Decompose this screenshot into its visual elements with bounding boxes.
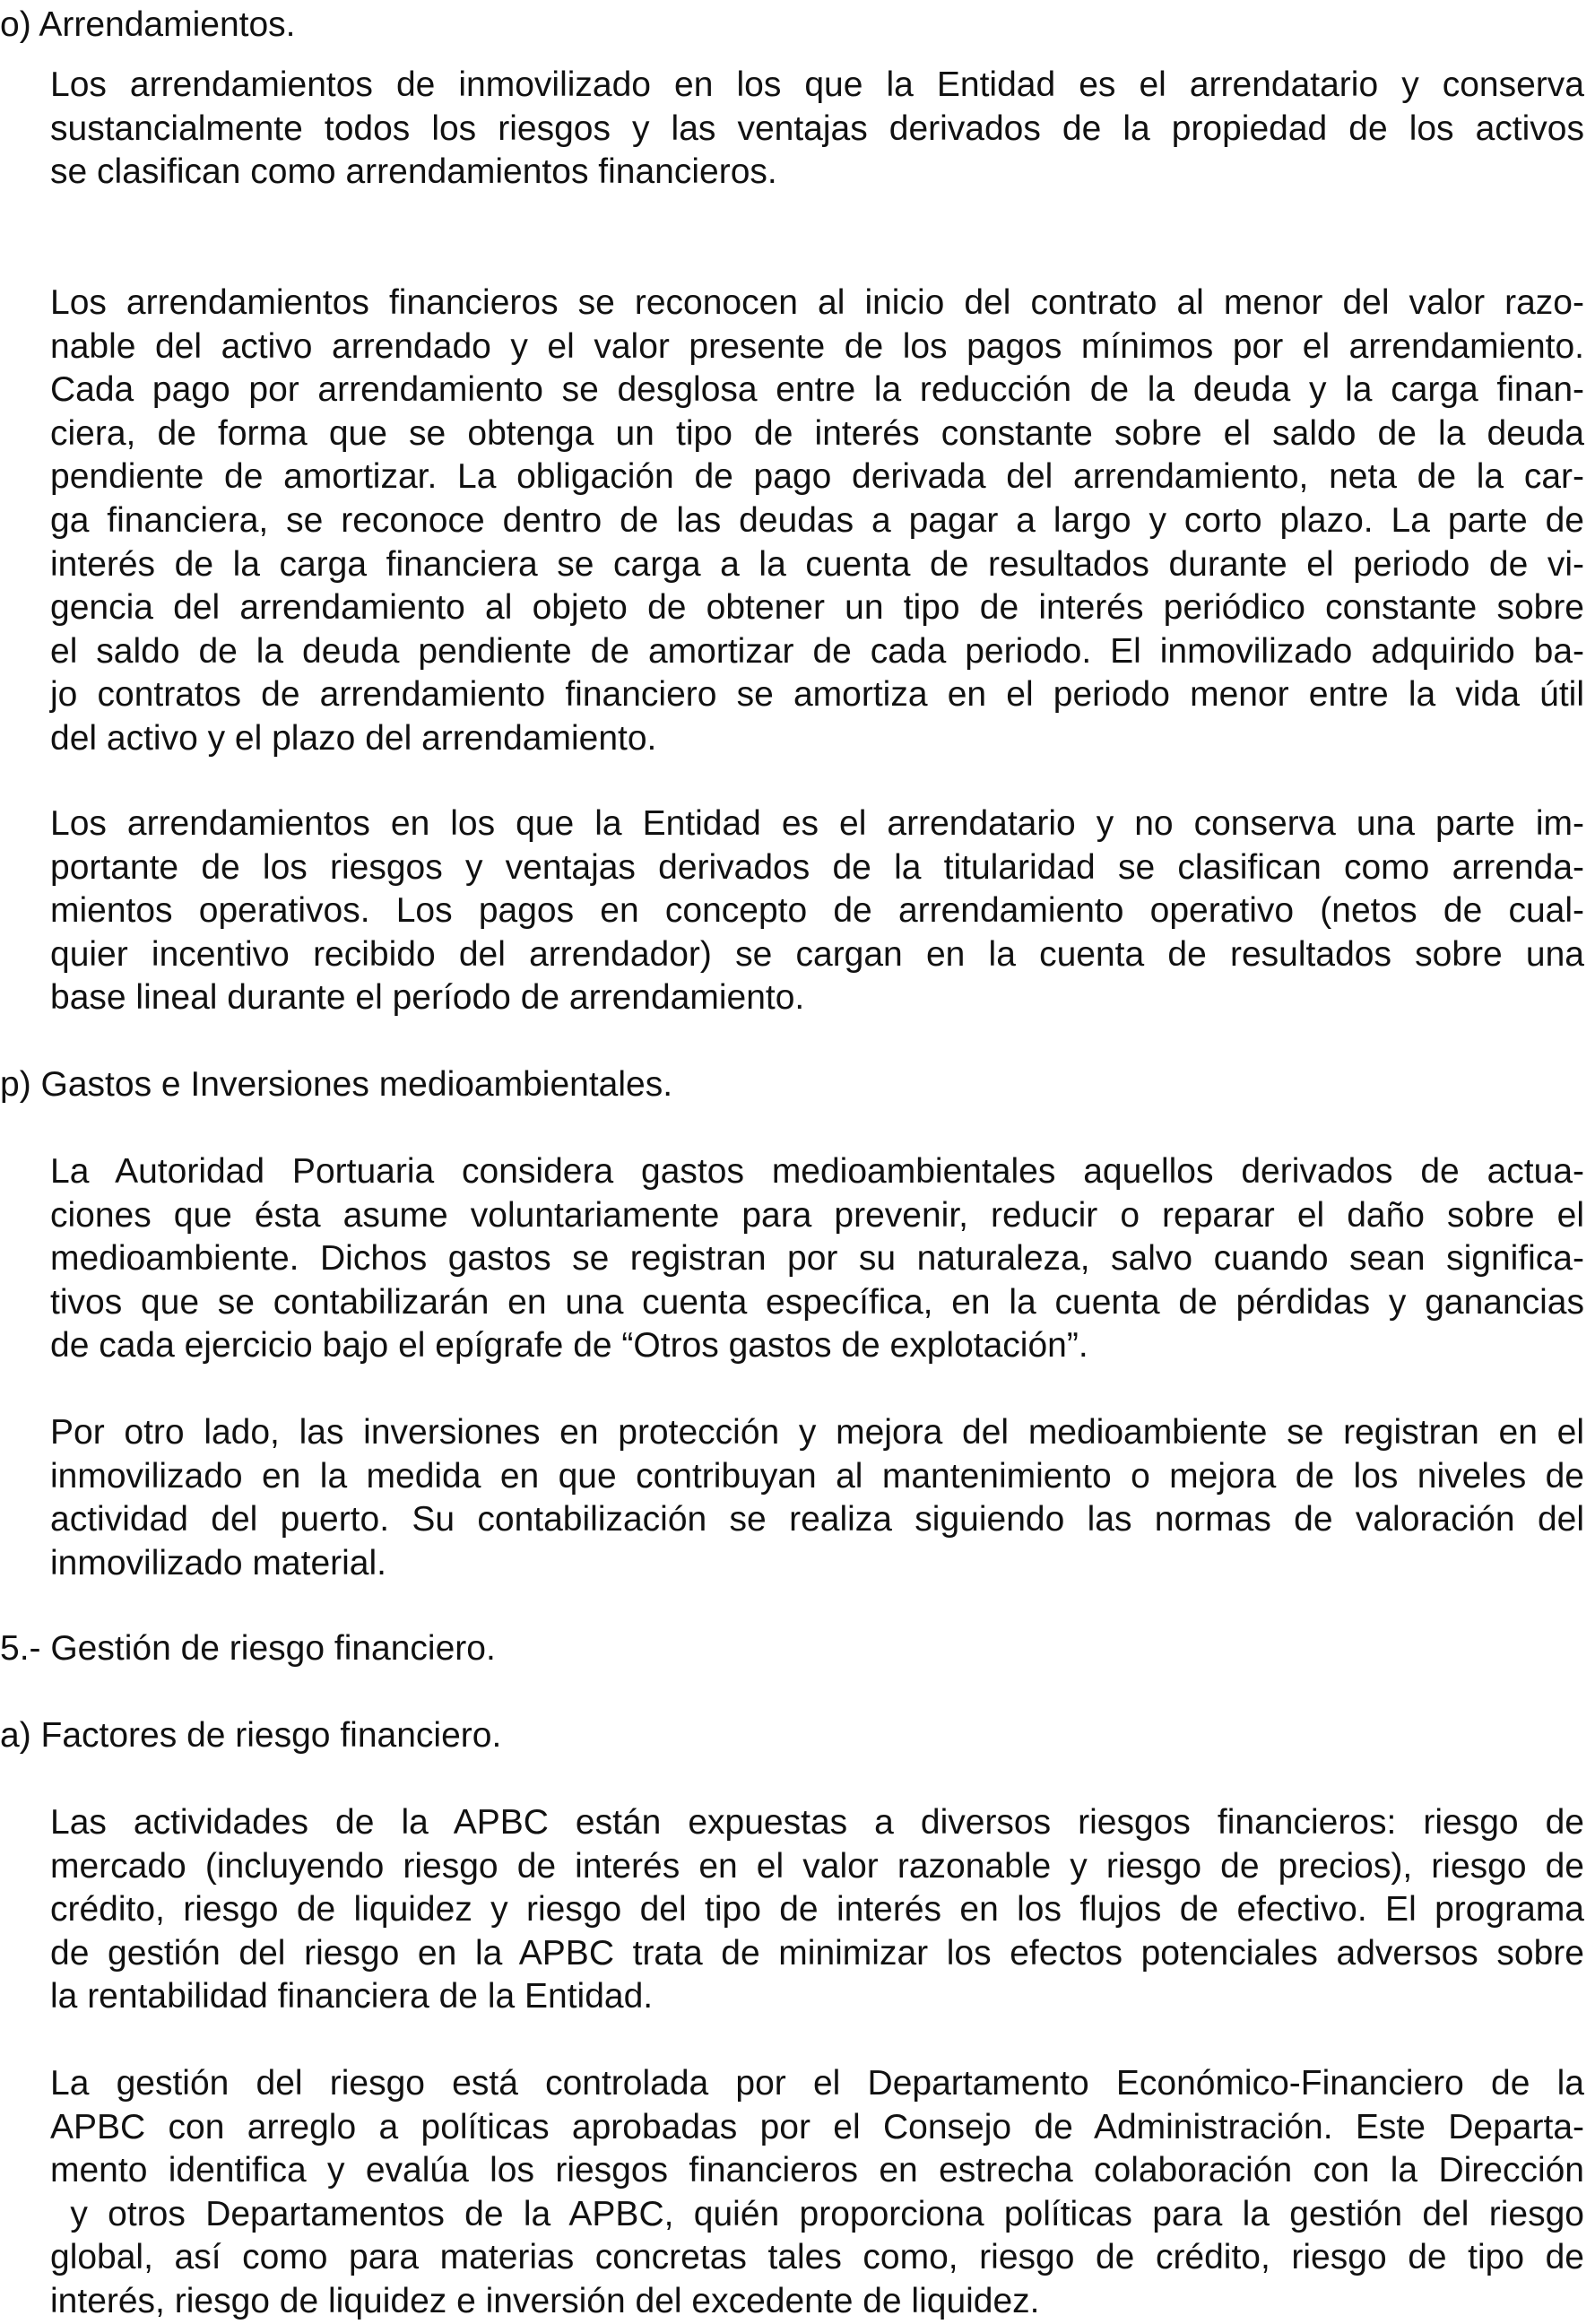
text-line: base lineal durante el período de arrendamiento. (50, 978, 805, 1018)
text-line: pendiente de amortizar. La obligación de pago derivada del arrendamiento, neta de la car- (50, 457, 1584, 497)
text-line: global, así como para materias concretas tales como, riesgo de crédito, riesgo de tipo de (50, 2238, 1584, 2277)
text-line: la rentabilidad financiera de la Entidad. (50, 1977, 654, 2016)
text-line: Los arrendamientos de inmovilizado en los que la Entidad es el arrendatario y conserva (50, 65, 1584, 104)
text-line: gencia del arrendamiento al objeto de obtener un tipo de interés periódico constante sobre (50, 588, 1584, 628)
text-line: interés, riesgo de liquidez e inversión del excedente de liquidez. (50, 2281, 1040, 2320)
text-line: de cada ejercicio bajo el epígrafe de “Otros gastos de explotación”. (50, 1326, 1088, 1366)
text-line: Los arrendamientos financieros se reconocen al inicio del contrato al menor del valor razo- (50, 283, 1584, 322)
text-line: de gestión del riesgo en la APBC trata de minimizar los efectos potenciales adversos sobre (50, 1933, 1584, 1973)
section-heading-5: 5.- Gestión de riesgo financiero. (0, 1629, 496, 1668)
text-line: La gestión del riesgo está controlada por el Departamento Económico-Financiero de la (50, 2064, 1584, 2103)
text-line: quier incentivo recibido del arrendador) se cargan en la cuenta de resultados sobre una (50, 934, 1584, 974)
paragraph-a-2 (50, 2062, 1584, 2324)
text-line: ciera, de forma que se obtenga un tipo de interés constante sobre el saldo de la deuda (50, 413, 1584, 453)
text-line: portante de los riesgos y ventajas derivados de la titularidad se clasifican como arrenda- (50, 847, 1584, 887)
paragraph-p-1 (50, 1150, 1584, 1368)
text-line: ciones que ésta asume voluntariamente para prevenir, reducir o reparar el daño sobre el (50, 1195, 1584, 1235)
text-line: del activo y el plazo del arrendamiento. (50, 718, 657, 758)
text-line: mento identifica y evalúa los riesgos financieros en estrecha colaboración con la Dirección (50, 2151, 1584, 2190)
text-line: Cada pago por arrendamiento se desglosa entre la reducción de la deuda y la carga finan- (50, 370, 1584, 410)
text-line: se clasifican como arrendamientos financieros. (50, 152, 777, 192)
text-line: nable del activo arrendado y el valor presente de los pagos mínimos por el arrendamiento. (50, 326, 1584, 366)
paragraph-o-1 (50, 64, 1584, 195)
text-line: mientos operativos. Los pagos en concepto de arrendamiento operativo (netos de cual- (50, 891, 1584, 931)
text-line: mercado (incluyendo riesgo de interés en el valor razonable y riesgo de precios), riesgo de (50, 1846, 1584, 1886)
text-line: interés de la carga financiera se carga a la cuenta de resultados durante el periodo de vi- (50, 544, 1584, 584)
text-line: el saldo de la deuda pendiente de amortizar de cada periodo. El inmovilizado adquirido ba- (50, 631, 1584, 671)
paragraph-p-2 (50, 1411, 1584, 1585)
text-line: inmovilizado material. (50, 1543, 386, 1583)
text-line: Las actividades de la APBC están expuestas a diversos riesgos financieros: riesgo de (50, 1803, 1584, 1842)
text-line: crédito, riesgo de liquidez y riesgo del tipo de interés en los flujos de efectivo. El programa (50, 1890, 1584, 1929)
text-line: Los arrendamientos en los que la Entidad es el arrendatario y no conserva una parte im- (50, 804, 1584, 843)
text-line: actividad del puerto. Su contabilización se realiza siguiendo las normas de valoración del (50, 1500, 1584, 1539)
text-line: medioambiente. Dichos gastos se registran por su naturaleza, salvo cuando sean significa- (50, 1239, 1584, 1279)
text-line: tivos que se contabilizarán en una cuenta específica, en la cuenta de pérdidas y ganancias (50, 1282, 1584, 1322)
section-heading-a: a) Factores de riesgo financiero. (0, 1716, 502, 1755)
paragraph-o-3 (50, 802, 1584, 1020)
text-line: sustancialmente todos los riesgos y las ventajas derivados de la propiedad de los activos (50, 108, 1584, 148)
paragraph-o-2 (50, 282, 1584, 761)
text-line: inmovilizado en la medida en que contribuyan al mantenimiento o mejora de los niveles de (50, 1456, 1584, 1496)
paragraph-a-1 (50, 1801, 1584, 2019)
text-line: Por otro lado, las inversiones en protección y mejora del medioambiente se registran en el (50, 1413, 1584, 1452)
text-line: y otros Departamentos de la APBC, quién proporciona políticas para la gestión del riesgo (50, 2194, 1584, 2233)
text-line: jo contratos de arrendamiento financiero se amortiza en el periodo menor entre la vida útil (50, 675, 1584, 715)
text-line: La Autoridad Portuaria considera gastos medioambientales aquellos derivados de actua- (50, 1152, 1584, 1191)
section-heading-o: o) Arrendamientos. (0, 5, 296, 44)
section-heading-p: p) Gastos e Inversiones medioambientales. (0, 1065, 673, 1104)
text-line: APBC con arreglo a políticas aprobadas por el Consejo de Administración. Este Departa- (50, 2107, 1584, 2146)
text-line: ga financiera, se reconoce dentro de las deudas a pagar a largo y corto plazo. La parte de (50, 500, 1584, 540)
